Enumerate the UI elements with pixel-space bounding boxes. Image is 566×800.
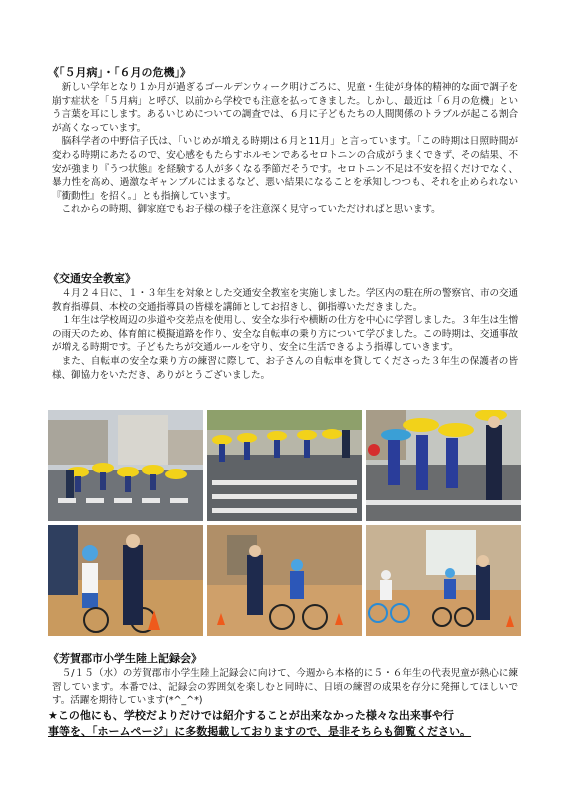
photo-gym-bike-officer: [48, 525, 203, 636]
photo-grid: [48, 410, 518, 636]
paragraph: 新しい学年となり１か月が過ぎるゴールデンウィーク明けごろに、児童・生徒が身体的精神的な面で調子を崩す症状を「５月病」と呼び、以前から学校でも注意を払ってきました。しかし、最近は「６月の危機」という言葉を耳にします。あるいじめについての調査では、６月に子どもたちの人間関係のトラブルが起こる割合が高くなっています。: [52, 82, 518, 134]
notice-line-2: 事等を、「ホームページ」に多数掲載しておりますので、是非そちらも御覧ください。: [48, 725, 472, 738]
photo-gym-two-riders: [366, 525, 521, 636]
section-heading: 《芳賀郡市小学生陸上記録会》: [48, 652, 202, 665]
photo-crosswalk-line: [207, 410, 362, 521]
photo-gym-bike-cones: [207, 525, 362, 636]
photo-officer-umbrellas: [366, 410, 521, 521]
paragraph: ４月２４日に、１・３年生を対象とした交通安全教室を実施しました。学区内の駐在所の警察官、市の交通教育指導員、本校の交通指導員の皆様を講師としてお招きし、御指導いただきました。: [52, 288, 518, 313]
paragraph: また、自転車の安全な乗り方の練習に際して、お子さんの自転車を貸してくださった３年生の保護者の皆様、御協力をいただき、ありがとうございました。: [52, 355, 518, 381]
paragraph: これからの時期、御家庭でもお子様の様子を注意深く見守っていただければと思います。: [61, 204, 441, 216]
section-traffic-safety: [48, 272, 518, 382]
paragraph: 脳科学者の中野信子氏は、「いじめが増える時期は６月と11月」と言っています。「この時期は日照時間が変わる時期にあたるので、安心感をもたらすホルモンであるセロトニンの合成がうまくできず、その結果、不安が強まり『うつ状態』を経験する人が多くなる季節だそうです。セロトニン不足は不安を招くだけでなく、暴力性を高め、過激なギャンブルにはまるなど、悪い結果になることを承知しつつも、それを止められない『衝動性』を招く。」とも指摘しています。: [52, 136, 518, 202]
photo-crosswalk-umbrellas: [48, 410, 203, 521]
paragraph: １年生は学校周辺の歩道や交差点を使用し、安全な歩行や横断の仕方を中心に学習しました。３年生は生憎の雨天のため、体育館に模擬道路を作り、安全な自転車の乗り方について学びました。この時期は、交通事故が増える時期です。子どもたちが交通ルールを守り、安全に生活できるよう指導していきます。: [52, 315, 518, 354]
section-athletics-meet: [48, 652, 518, 708]
homepage-notice: [48, 708, 522, 740]
section-heading: 《「５月病」・「６月の危機」》: [48, 66, 191, 79]
notice-line-1: ★この他にも、学校だよりだけでは紹介することが出来なかった様々な出来事や行: [48, 709, 454, 722]
section-may-june: [48, 66, 518, 217]
paragraph: ５/１５（水）の芳賀郡市小学生陸上記録会に向けて、今週から本格的に５・６年生の代表児童が熱心に練習しています。本番では、記録会の雰囲気を楽しむと同時に、日頃の練習の成果を存分に発揮してほしいです。活躍を期待しています(*^_^*): [52, 668, 518, 707]
section-heading: 《交通安全教室》: [48, 272, 136, 285]
